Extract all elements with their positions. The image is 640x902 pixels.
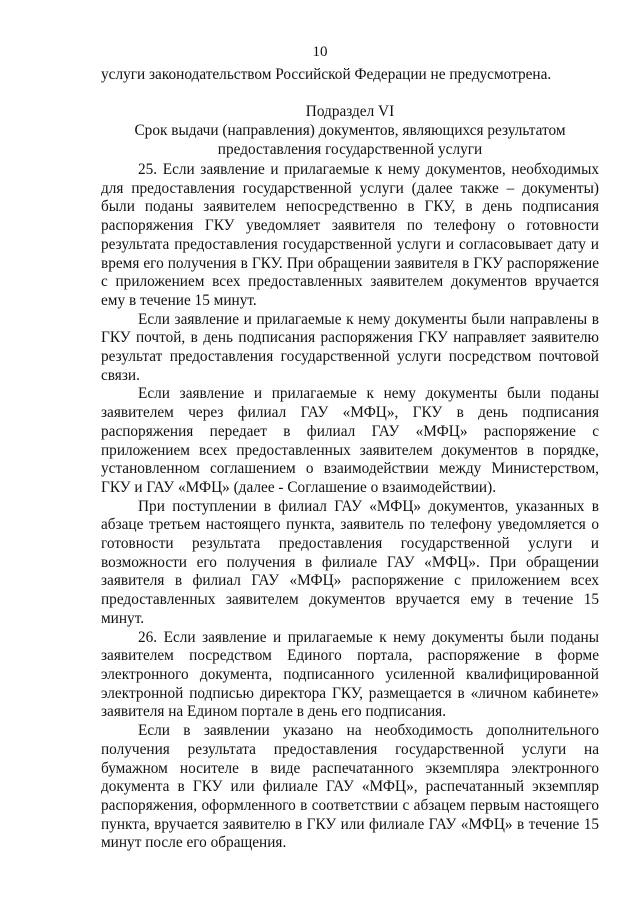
paragraph-mfc-transfer: Если заявление и прилагаемые к нему документы были поданы заявителем через филиал ГАУ «МФЦ», ГКУ в день подписания распоряжения передает в филиал ГАУ «МФЦ» распоряжение с приложением всех предоставленных заявителем документов в порядке, установленном соглашением о взаимодействии между Министерством, ГКУ и ГАУ «МФЦ» (далее - Соглашение о взаимодействии). [101,385,599,496]
bottom-margin [0,800,640,902]
paragraph-26: 26. Если заявление и прилагаемые к нему документы были поданы заявителем посредством Единого портала, распоряжение в форме электронного документа, подписанного усиленной квалифицированной электронной подписью директора ГКУ, размещается в «личном кабинете» заявителя на Едином портале в день его подписания. [101,628,599,721]
subsection-title: Подраздел VI [305,103,395,120]
body-text [101,161,599,853]
paragraph-mfc-notification: При поступлении в филиал ГАУ «МФЦ» документов, указанных в абзаце третьем настоящего пункта, заявитель по телефону уведомляется о готовности результата предоставления государственной услуги и возможности его получения в филиале ГАУ «МФЦ». При обращении заявителя в филиал ГАУ «МФЦ» распоряжение с приложением всех предоставленных заявителем документов вручается ему в течение 15 минут. [101,497,599,627]
continuation-line: услуги законодательством Российской Федерации не предусмотрена. [101,66,552,83]
paragraph-25: 25. Если заявление и прилагаемые к нему документов, необходимых для предоставления государственной услуги (далее также – документы) были поданы заявителем непосредственно в ГКУ, в день подписания распоряжения ГКУ уведомляет заявителя по телефону о готовности результата предоставления государственной услуги и согласовывает дату и время его получения в ГКУ. При обращении заявителя в ГКУ распоряжение с приложением всех предоставленных заявителем документов вручается ему в течение 15 минут. [101,161,599,309]
paragraph-paper-copy: Если в заявлении указано на необходимость дополнительного получения результата предоставления государственной услуги на бумажном носителе в виде распечатанного экземпляра электронного документа в ГКУ или филиале ГАУ «МФЦ», распечатанный экземпляр распоряжения, оформленного в соответствии с абзацем первым настоящего пункта, вручается заявителю в ГКУ или филиале ГАУ «МФЦ» в течение 15 минут после его обращения. [101,722,599,852]
paragraph-postal: Если заявление и прилагаемые к нему документы были направлены в ГКУ почтой, в день подписания распоряжения ГКУ направляет заявителю результат предоставления государственной услуги посредством почтовой связи. [101,310,599,384]
subsection-subtitle: Срок выдачи (направления) документов, являющихся результатом предоставления государственной услуги [134,122,566,158]
page-number: 10 [312,44,328,60]
